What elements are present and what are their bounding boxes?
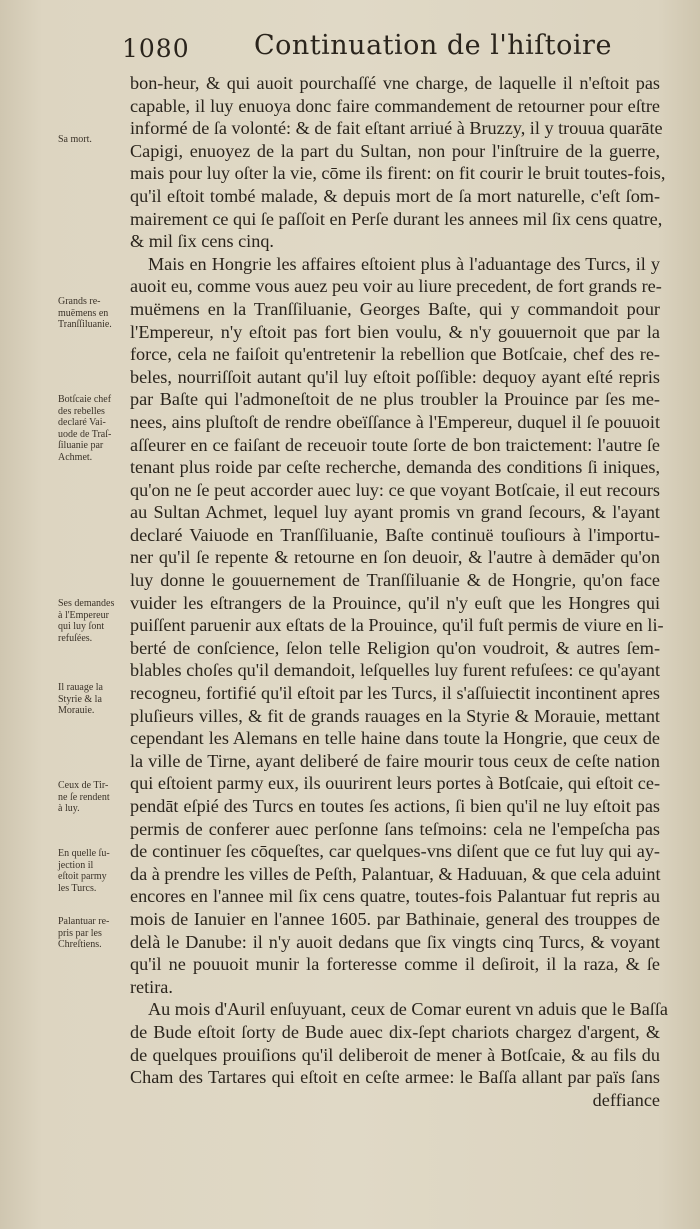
text-line: declaré Vaiuode en Tranſſiluanie, Baſte continuë touſiours à l'importu- [130, 524, 660, 545]
text-line: l'Empereur, n'y eſtoit pas fort bien voulu, & n'y gouuernoit que par la [130, 321, 660, 342]
text-line: berté de conſcience, ſelon telle Religion qu'on voudroit, & autres ſem- [130, 637, 660, 658]
text-line: blables choſes qu'il demandoit, leſquelles luy furent refuſees: ce qu'ayant [130, 660, 660, 681]
text-line: luy donne le gouuernement de Tranſſiluanie & de Hongrie, qu'on face [130, 570, 660, 591]
margin-note: Ceux de Tir- ne ſe rendent à luy. [58, 780, 110, 815]
text-line: mois de Ianuier en l'annee 1605. par Bathinaie, general des trouppes de [130, 908, 660, 929]
text-line: pendāt eſpié des Turcs en toutes ſes actions, ſi bien qu'il ne luy eſtoit pas [130, 796, 660, 816]
text-line: Cham des Tartares qui eſtoit en ceſte armee: le Baſſa allant par païs ſans [130, 1067, 660, 1088]
page-number: 1080 [122, 34, 190, 63]
text-line: mairement ce qui ſe paſſoit en Perſe durant les annees mil ſix cens quatre, [130, 208, 663, 229]
text-line: da à prendre les villes de Peſth, Palantuar, & Haduuan, & que cela aduint [130, 863, 661, 884]
margin-note: Grands re- muëmens en Tranſſiluanie. [58, 296, 112, 331]
text-line: aſſeurer en ce faiſant de receuoir toute ſorte de bon traictement: l'autre ſe [130, 434, 660, 455]
text-line: permis de conferer auec perſonne ſans teſmoins: cela ne l'empeſcha pas [130, 818, 660, 839]
text-line: au Sultan Achmet, lequel luy ayant promis vn grand ſecours, & l'ayant [130, 502, 660, 523]
text-line: retira. [130, 976, 173, 997]
text-line: de Bude eſtoit ſorty de Bude auec dix-ſept chariots chargez d'argent, & [130, 1021, 660, 1042]
text-line: de quelques prouiſions qu'il deliberoit de mener à Botſcaie, & au fils du [130, 1044, 660, 1065]
text-line: puiſſent paruenir aux eſtats de la Prouince, qu'il fuſt permis de viure en li- [130, 615, 664, 636]
text-line: par Baſte qui l'admoneſtoit de ne plus troubler la Prouince par ſes me- [130, 389, 660, 410]
margin-note: Palantuar re- pris par les Chreſtiens. [58, 916, 110, 951]
text-line: qui eſtoient parmy eux, ils ouurirent leurs portes à Botſcaie, qui eſtoit ce- [130, 773, 660, 794]
margin-note: En quelle ſu- jection il eſtoit parmy les Turcs. [58, 848, 110, 894]
text-line: tenant plus roide par ceſte recherche, demanda des conditions ſi iniques, [130, 457, 660, 478]
page-header [122, 30, 662, 70]
text-line: pluſieurs villes, & fit de grands rauages en la Styrie & Morauie, mettant [130, 705, 660, 726]
margin-note: Il rauage la Styrie & la Morauie. [58, 682, 103, 717]
text-line: informé de ſa volonté: & de fait eſtant arriué à Bruzzy, il y trouua quarāte [130, 118, 663, 139]
text-line: force, cela ne faiſoit qu'entretenir la rebellion que Botſcaie, chef des re- [130, 344, 660, 365]
text-line: capable, il luy enuoya donc faire commandement de retourner pour eſtre [130, 95, 660, 116]
text-line: qu'on ne ſe peut accorder auec luy: ce que voyant Botſcaie, il eut recours [130, 479, 660, 500]
catchword: deffiance [592, 1089, 660, 1110]
text-line: qu'il ne pouuoit munir la forteresse comme il deſiroit, il la raza, & ſe [130, 954, 660, 975]
text-line: muëmens en la Tranſſiluanie, Georges Baſte, qui y commandoit pour [130, 298, 660, 319]
text-line: delà le Danube: il n'y auoit dedans que ſix vingts cinq Turcs, & voyant [130, 931, 660, 952]
text-line: bon-heur, & qui auoit pourchaſſé vne charge, de laquelle il n'eſtoit pas [130, 73, 660, 93]
text-line: recogneu, fortifié qu'il eſtoit par les Turcs, il s'aſſuiectit incontinent apres [130, 683, 660, 704]
text-line: auoit eu, comme vous auez peu voir au liure precedent, de fort grands re- [130, 276, 662, 297]
text-line: Au mois d'Auril enſuyuant, ceux de Comar eurent vn aduis que le Baſſa [148, 999, 668, 1020]
text-line: Mais en Hongrie les affaires eſtoient plus à l'aduantage des Turcs, il y [148, 253, 660, 274]
text-line: cependant les Alemans en telle haine dans toute la Hongrie, que ceux de [130, 728, 660, 749]
margin-note: Sa mort. [58, 134, 92, 145]
running-title: Continuation de l'hiſtoire [254, 30, 612, 61]
text-line: beles, nourriſſoit autant qu'il luy eſtoit poſſible: dequoy ayant eſté repris [130, 366, 660, 387]
text-line: encores en l'annee mil ſix cens quatre, toutes-fois Palantuar fut repris au [130, 886, 660, 907]
margin-note: Botſcaie chef des rebelles declaré Vai- uode de Traſ- ſiluanie par Achmet. [58, 394, 112, 463]
margin-note: Ses demandes à l'Empereur qui luy ſont refuſées. [58, 598, 115, 644]
body-text [130, 72, 668, 1111]
text-line: la ville de Tirne, ayant deliberé de faire mourir tous ceux de ceſte nation [130, 750, 660, 771]
text-line: de continuer ſes cōqueſtes, car quelques-vns diſent que ce fut luy qui ay- [130, 841, 660, 862]
text-line: Capigi, enuoyez de la part du Sultan, non pour l'inſtruire de la guerre, [130, 140, 660, 161]
text-line: mais pour luy oſter la vie, cōme ils firent: on fit courir le bruit toutes-fois, [130, 163, 666, 184]
text-line: & mil ſix cens cinq. [130, 231, 274, 252]
text-line: nees, ains pluſtoſt de rendre obeïſſance à l'Empereur, duquel il ſe pouuoit [130, 411, 660, 432]
text-line: vuider les eſtrangers de la Prouince, qu'il n'y euſt que les Hongres qui [130, 592, 660, 613]
text-line: ner qu'il ſe repente & retourne en ſon deuoir, & l'autre à demāder qu'on [130, 547, 660, 568]
text-line: qu'il eſtoit tombé malade, & depuis mort de ſa mort naturelle, c'eſt ſom- [130, 185, 660, 206]
